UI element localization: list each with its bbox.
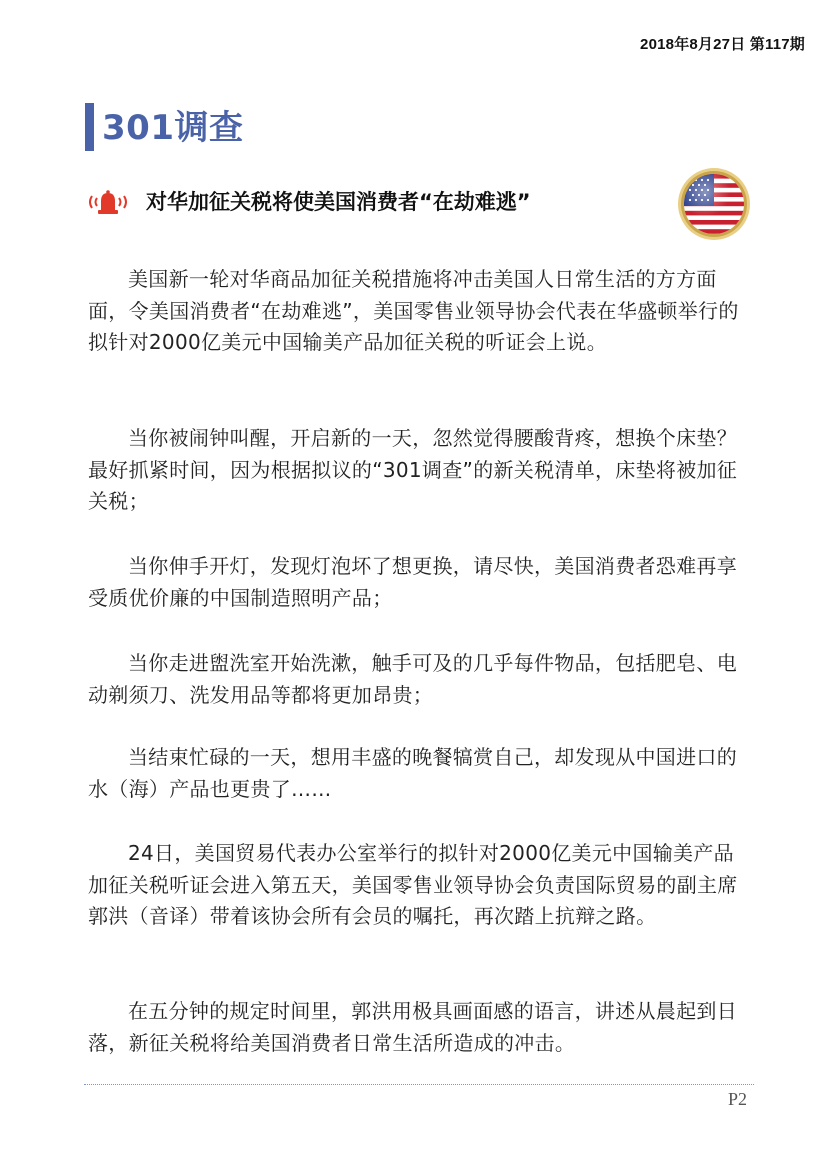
issue-date: 2018年8月27日 第117期 — [640, 36, 805, 53]
us-flag-icon — [676, 166, 752, 242]
footer-divider — [84, 1084, 754, 1085]
alarm-bell-icon — [86, 188, 130, 218]
article-paragraph: 24日，美国贸易代表办公室举行的拟针对2000亿美元中国输美产品加征关税听证会进入第五天，美国零售业领导协会负责国际贸易的副主席郭洪（音译）带着该协会所有会员的嘱托，再次踏上抗辩之路。 — [88, 841, 738, 928]
article-paragraph: 当你被闹钟叫醒，开启新的一天，忽然觉得腰酸背疼，想换个床垫？最好抓紧时间，因为根据拟议的“301调查”的新关税清单，床垫将被加征关税； — [88, 426, 738, 513]
section-title: 301调查 — [102, 108, 244, 148]
article-paragraph: 当你伸手开灯，发现灯泡坏了想更换，请尽快，美国消费者恐难再享受质优价廉的中国制造照明产品； — [88, 554, 737, 610]
article-headline: 对华加征关税将使美国消费者“在劫难逃” — [146, 190, 531, 214]
section-accent-bar — [85, 103, 94, 151]
article-paragraph: 当你走进盥洗室开始洗漱，触手可及的几乎每件物品，包括肥皂、电动剃须刀、洗发用品等都将更加昂贵； — [88, 651, 737, 707]
page-number: P2 — [727, 1089, 747, 1109]
article-paragraph: 在五分钟的规定时间里，郭洪用极具画面感的语言，讲述从晨起到日落，新征关税将给美国消费者日常生活所造成的冲击。 — [88, 999, 737, 1055]
article-paragraph: 美国新一轮对华商品加征关税措施将冲击美国人日常生活的方方面面，令美国消费者“在劫难逃”，美国零售业领导协会代表在华盛顿举行的拟针对2000亿美元中国输美产品加征关税的听证会上说。 — [88, 267, 739, 354]
article-paragraph: 当结束忙碌的一天，想用丰盛的晚餐犒赏自己，却发现从中国进口的水（海）产品也更贵了…… — [88, 745, 737, 801]
